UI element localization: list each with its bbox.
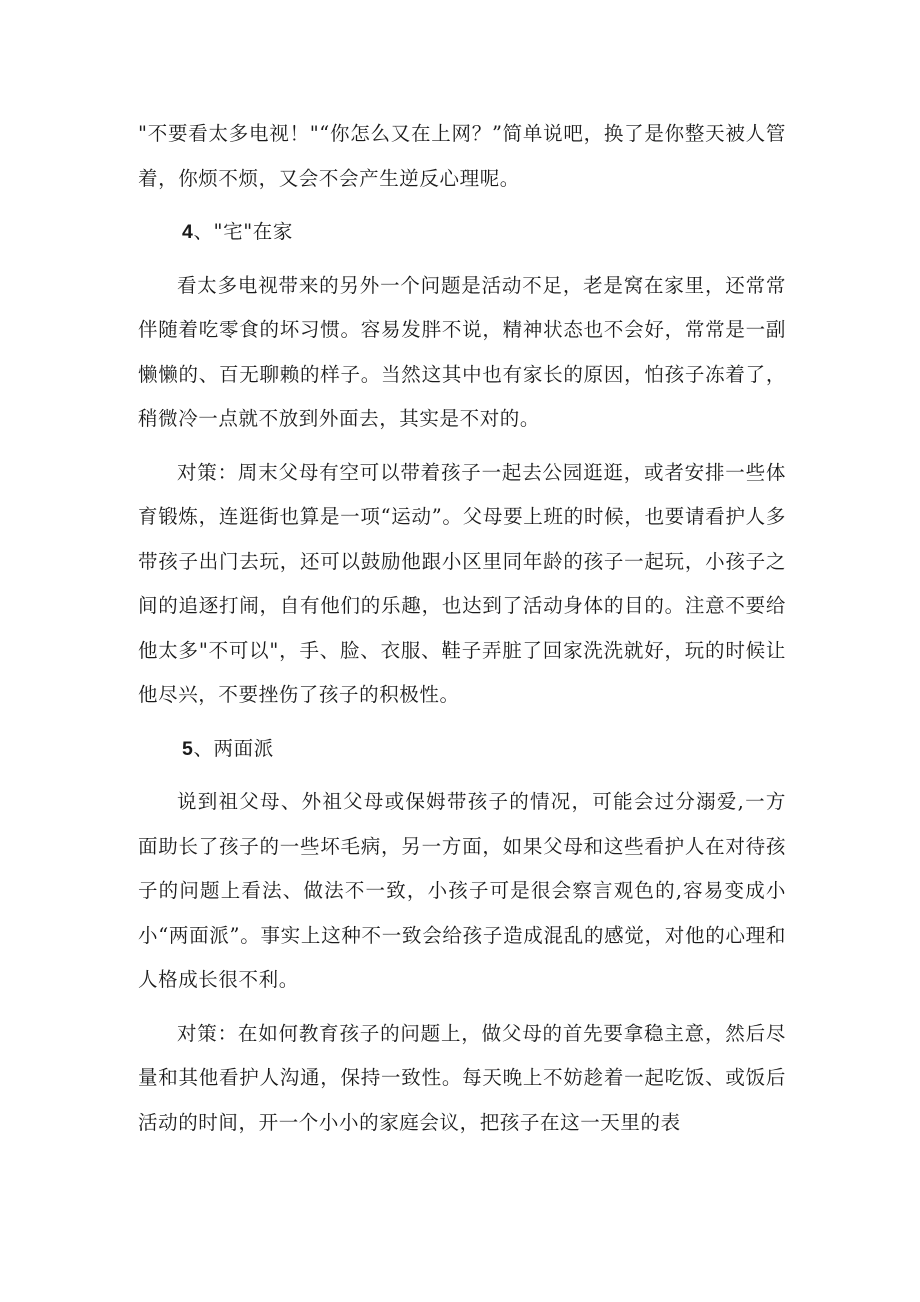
- section-heading-5: [138, 727, 786, 772]
- paragraph-strategy-outdoor: 对策：周末父母有空可以带着孩子一起去公园逛逛，或者安排一些体育锻炼，连逛街也算是一项“运动”。父母要上班的时候，也要请看护人多带孩子出门去玩，还可以鼓励他跟小区里同年龄的孩子一起玩，小孩子之间的追逐打闹，自有他们的乐趣，也达到了活动身体的目的。注意不要给他太多"不可以"，手、脸、衣服、鞋子弄脏了回家洗洗就好，玩的时候让他尽兴，不要挫伤了孩子的积极性。: [138, 460, 786, 706]
- section-number: 5: [182, 737, 194, 760]
- section-title: 、"宅"在家: [193, 220, 293, 243]
- paragraph-strategy-consistency: 对策：在如何教育孩子的问题上，做父母的首先要拿稳主意，然后尽量和其他看护人沟通，保持一致性。每天晚上不妨趁着一起吃饭、或饭后活动的时间，开一个小小的家庭会议，把孩子在这一天里的表: [138, 1021, 786, 1134]
- paragraph-tv-internet: "不要看太多电视！"“你怎么又在上网？”简单说吧，换了是你整天被人管着，你烦不烦，又会不会产生逆反心理呢。: [138, 122, 786, 190]
- paragraph-inactivity: 看太多电视带来的另外一个问题是活动不足，老是窝在家里，还常常伴随着吃零食的坏习惯。容易发胖不说，精神状态也不会好，常常是一副懒懒的、百无聊赖的样子。当然这其中也有家长的原因，怕孩子冻着了，稍微冷一点就不放到外面去，其实是不对的。: [138, 273, 786, 430]
- section-heading-4: [138, 210, 786, 255]
- section-title: 、两面派: [193, 736, 274, 760]
- section-number: 4: [182, 221, 194, 243]
- document-body: [138, 112, 786, 1154]
- paragraph-grandparents: 说到祖父母、外祖父母或保姆带孩子的情况，可能会过分溺爱,一方面助长了孩子的一些坏毛病，另一方面，如果父母和这些看护人在对待孩子的问题上看法、做法不一致，小孩子可是很会察言观色的,容易变成小小“两面派”。事实上这种不一致会给孩子造成混乱的感觉，对他的心理和人格成长很不利。: [138, 790, 786, 991]
